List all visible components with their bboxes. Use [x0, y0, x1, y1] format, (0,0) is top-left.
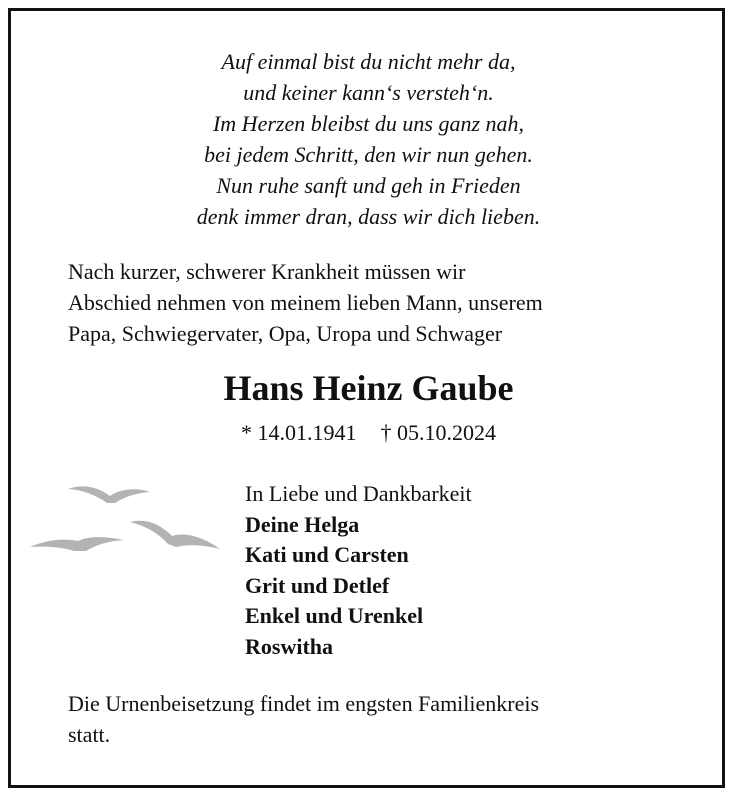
poem-line: und keiner kann‘s versteh‘n. — [243, 80, 494, 105]
signer-name: Enkel und Urenkel — [245, 603, 424, 628]
signer-name: Deine Helga — [245, 511, 360, 537]
signer-name: Kati und Carsten — [245, 542, 409, 567]
deceased-name: Hans Heinz Gaube — [223, 368, 514, 408]
death-date: † 05.10.2024 — [380, 420, 496, 445]
seagull-icon — [68, 486, 150, 503]
note-line: statt. — [68, 722, 111, 747]
poem-line: Auf einmal bist du nicht mehr da, — [221, 49, 516, 74]
poem-line: bei jedem Schritt, den wir nun gehen. — [204, 142, 533, 167]
note-line: Die Urnenbeisetzung findet im engsten Familienkreis — [68, 691, 540, 716]
signers-heading: In Liebe und Dankbarkeit — [245, 481, 472, 506]
burial-note — [68, 688, 539, 750]
birth-date: * 14.01.1941 — [241, 420, 357, 445]
seagull-icon — [30, 537, 124, 551]
poem-line: Im Herzen bleibst du uns ganz nah, — [212, 111, 525, 136]
seagull-icon — [130, 521, 220, 549]
signer-name: Roswitha — [245, 633, 334, 659]
poem-line: denk immer dran, dass wir dich lieben. — [196, 204, 541, 229]
poem-line: Nun ruhe sanft und geh in Frieden — [216, 173, 521, 198]
signatories — [245, 479, 472, 662]
intro-line: Abschied nehmen von meinem lieben Mann, unserem — [68, 290, 543, 315]
intro-line: Nach kurzer, schwerer Krankheit müssen wir — [68, 259, 466, 284]
intro-line: Papa, Schwiegervater, Opa, Uropa und Schwager — [68, 321, 503, 346]
signer-name: Grit und Detlef — [245, 572, 390, 598]
